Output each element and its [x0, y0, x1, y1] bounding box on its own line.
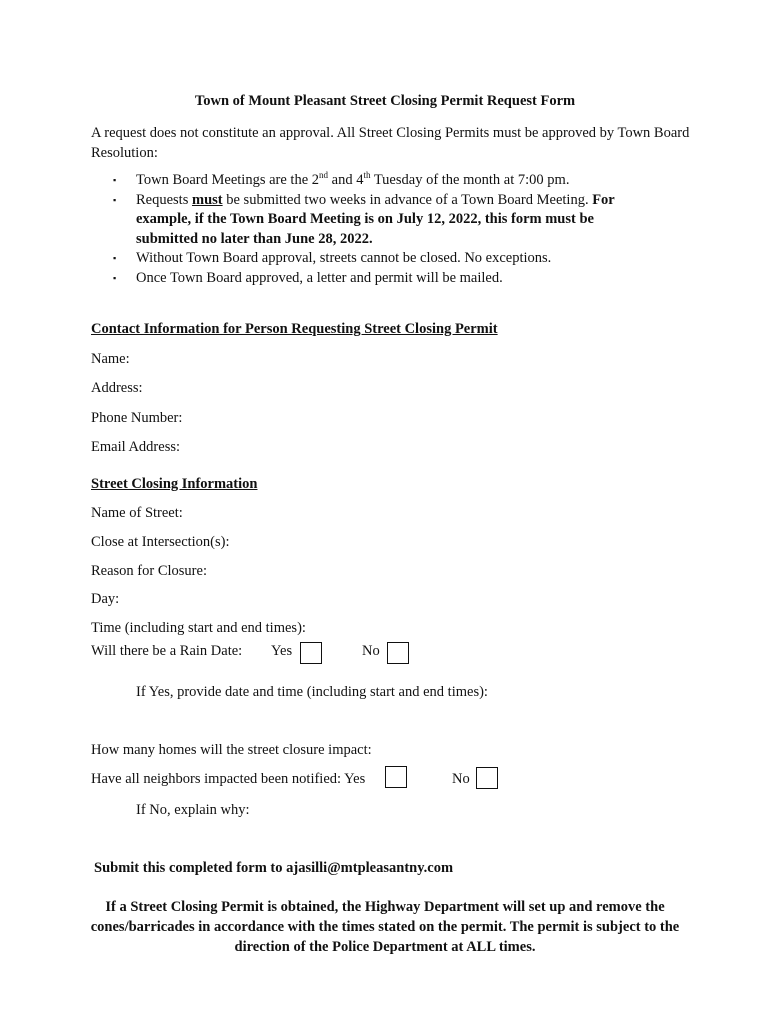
homes-impacted-label[interactable]: How many homes will the street closure impact:	[91, 742, 372, 758]
bullet-icon: ▪	[113, 194, 117, 205]
permit-note: If a Street Closing Permit is obtained, the Highway Department will set up and remove the cones/barricades in accordance with the times stated on the permit. The permit is subject to the direction of the Police Department at ALL times.	[90, 899, 680, 955]
contact-heading: Contact Information for Person Requesting Street Closing Permit	[91, 321, 498, 337]
neighbors-no-label: No	[452, 771, 470, 787]
example-text: For example, if the Town Board Meeting is on July 12, 2022, this form must be submitted no later than June 28, 2022.	[136, 191, 615, 247]
bullet-icon: ▪	[113, 175, 117, 185]
intro-paragraph: A request does not constitute an approval. All Street Closing Permits must be approved by Town Board Resolution:	[91, 125, 690, 161]
emphasis-must: must	[191, 191, 223, 208]
day-field-label[interactable]: Day:	[91, 591, 120, 607]
rain-date-yes-label: Yes	[271, 643, 293, 659]
reason-field-label[interactable]: Reason for Closure:	[91, 563, 207, 579]
neighbors-yes-checkbox[interactable]	[385, 766, 407, 788]
list-item: ▪ Without Town Board approval, streets cannot be closed. No exceptions.	[91, 249, 651, 269]
bullet-icon: ▪	[113, 272, 117, 283]
bullet-icon: ▪	[113, 253, 117, 263]
street-heading: Street Closing Information	[91, 476, 258, 492]
address-field-label[interactable]: Address:	[91, 380, 143, 396]
form-title: Town of Mount Pleasant Street Closing Permit Request Form	[194, 93, 576, 109]
requirements-list	[91, 171, 651, 288]
name-field-label[interactable]: Name:	[91, 351, 130, 367]
neighbors-notified-label: Have all neighbors impacted been notified: Yes	[91, 771, 366, 787]
explain-why-label[interactable]: If No, explain why:	[136, 802, 250, 818]
neighbors-no-checkbox[interactable]	[476, 767, 498, 789]
submit-instructions: Submit this completed form to ajasilli@mtpleasantny.com	[94, 860, 454, 876]
rain-date-no-label: No	[362, 643, 380, 659]
list-item: ▪ Requests must be submitted two weeks in advance of a Town Board Meeting. For example, if the Town Board Meeting is on July 12, 2022, this form must be submitted no later than June 28, 2022.	[113, 191, 615, 247]
phone-field-label[interactable]: Phone Number:	[91, 410, 183, 426]
time-field-label[interactable]: Time (including start and end times):	[91, 620, 306, 636]
street-name-field-label[interactable]: Name of Street:	[91, 505, 183, 521]
rain-date-yes-checkbox[interactable]	[300, 642, 322, 664]
rain-date-no-checkbox[interactable]	[387, 642, 409, 664]
intersections-field-label[interactable]: Close at Intersection(s):	[91, 534, 230, 550]
rain-date-details-label[interactable]: If Yes, provide date and time (including start and end times):	[136, 684, 488, 700]
list-item: ▪ Once Town Board approved, a letter and permit will be mailed.	[91, 269, 651, 289]
email-field-label[interactable]: Email Address:	[91, 439, 181, 455]
rain-date-label: Will there be a Rain Date:	[91, 643, 243, 659]
list-item: ▪ Town Board Meetings are the 2nd and 4th Tuesday of the month at 7:00 pm.	[91, 171, 651, 191]
